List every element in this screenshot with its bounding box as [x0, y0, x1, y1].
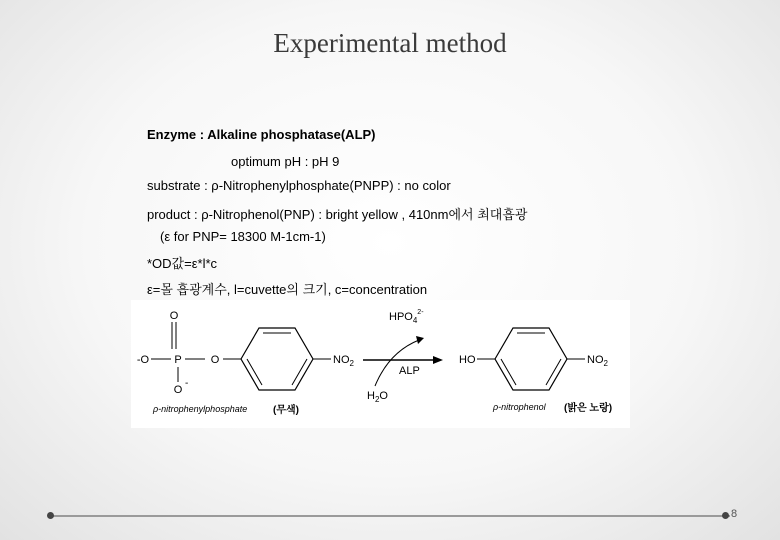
- footer-dot-right: [722, 512, 729, 519]
- substrate-line: substrate : ρ-Nitrophenylphosphate(PNPP) : no color: [147, 178, 451, 193]
- oxygen-bridge-label: O: [210, 354, 220, 366]
- enzyme-alp-label: ALP: [399, 365, 420, 377]
- product-line: product : ρ-Nitrophenol(PNP) : bright yellow , 410nm에서 최대흡광: [147, 207, 528, 222]
- water-label: $H_2O$: [367, 390, 388, 404]
- enzyme-line: Enzyme : Alkaline phosphatase(ALP): [147, 127, 376, 142]
- substrate-color-label: (무색): [273, 405, 299, 416]
- formula-legend-line: ε=몰 흡광계수, l=cuvette의 크기, c=concentration: [147, 282, 428, 297]
- od-formula-line: *OD값=ε*l*c: [147, 256, 218, 271]
- footer-dot-left: [47, 512, 54, 519]
- hydroxyl-label: HO: [459, 354, 476, 366]
- epsilon-line: (ε for PNP= 18300 M-1cm-1): [160, 229, 326, 244]
- substrate-name-label: ρ-nitrophenylphosphate: [153, 404, 248, 414]
- nitro-group-right: $NO_2$: [587, 354, 608, 368]
- hydrogen-phosphate-label: $HPO_4^{2-}$: [389, 309, 424, 325]
- footer-divider: [50, 515, 730, 517]
- product-name-label: ρ-nitrophenol: [493, 402, 546, 412]
- slide-title: Experimental method: [273, 28, 507, 58]
- optimum-ph-line: optimum pH : pH 9: [231, 154, 340, 169]
- oxygen-bottom-label: O: [173, 384, 183, 396]
- oxygen-top-label: O: [169, 310, 179, 322]
- oxygen-minus-left-label: -O: [136, 354, 150, 366]
- benzene-ring-left: [241, 328, 313, 390]
- benzene-ring-right: [495, 328, 567, 390]
- phosphorus-label: P: [174, 354, 182, 366]
- curved-arrow: [375, 340, 419, 386]
- minus-sign: -: [185, 378, 189, 389]
- product-color-label: (밝은 노랑): [564, 403, 613, 414]
- page-number: 8: [731, 508, 738, 520]
- reaction-scheme: [131, 300, 630, 428]
- nitro-group-left: $NO_2$: [333, 354, 354, 368]
